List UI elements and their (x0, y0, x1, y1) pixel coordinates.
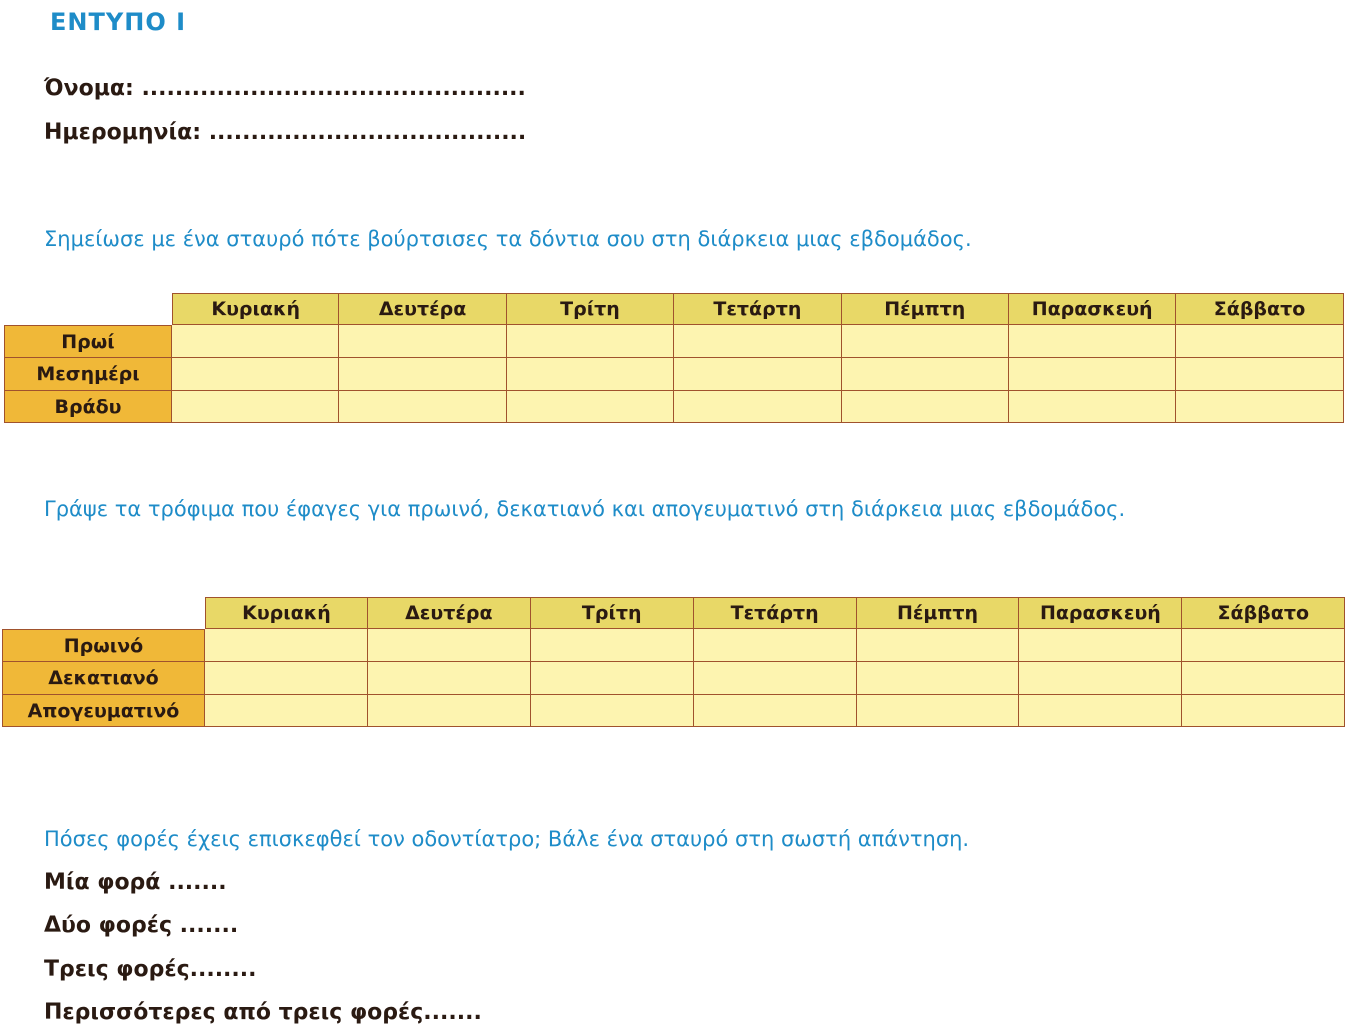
brushing-entry-cell[interactable] (674, 325, 841, 358)
answer-option-3[interactable]: Τρεις φορές........ (44, 957, 257, 982)
brushing-table (4, 293, 1344, 423)
food-entry-cell[interactable] (531, 695, 694, 727)
food-day-header: Παρασκευή (1019, 597, 1182, 629)
food-day-header: Σάββατο (1182, 597, 1345, 629)
food-entry-cell[interactable] (531, 629, 694, 662)
section1-instruction: Σημείωσε με ένα σταυρό πότε βούρτσισες τα δόντια σου στη διάρκεια μιας εβδομάδος. (44, 227, 972, 251)
brushing-entry-cell[interactable] (339, 325, 506, 358)
answer-option-4[interactable]: Περισσότερες από τρεις φορές....... (44, 1000, 482, 1025)
food-entry-cell[interactable] (1182, 662, 1345, 695)
brushing-corner (4, 293, 172, 325)
food-entry-cell[interactable] (694, 695, 857, 727)
food-day-header: Δευτέρα (368, 597, 531, 629)
brushing-entry-cell[interactable] (842, 391, 1009, 423)
brushing-entry-cell[interactable] (172, 391, 339, 423)
food-row-header: Πρωινό (2, 629, 205, 662)
brushing-day-header: Σάββατο (1176, 293, 1343, 325)
brushing-entry-cell[interactable] (339, 358, 506, 391)
food-day-header: Τρίτη (531, 597, 694, 629)
food-entry-cell[interactable] (1019, 662, 1182, 695)
brushing-entry-cell[interactable] (1009, 325, 1176, 358)
brushing-day-header: Τρίτη (507, 293, 674, 325)
food-day-header: Τετάρτη (694, 597, 857, 629)
food-day-header: Κυριακή (205, 597, 368, 629)
food-entry-cell[interactable] (857, 695, 1020, 727)
food-entry-cell[interactable] (368, 629, 531, 662)
food-corner (2, 597, 205, 629)
brushing-entry-cell[interactable] (172, 358, 339, 391)
food-entry-cell[interactable] (857, 629, 1020, 662)
food-entry-cell[interactable] (1182, 695, 1345, 727)
brushing-entry-cell[interactable] (1176, 325, 1343, 358)
food-day-header: Πέμπτη (857, 597, 1020, 629)
food-entry-cell[interactable] (1019, 695, 1182, 727)
food-entry-cell[interactable] (694, 662, 857, 695)
brushing-entry-cell[interactable] (507, 325, 674, 358)
brushing-entry-cell[interactable] (339, 391, 506, 423)
brushing-day-header: Τετάρτη (674, 293, 841, 325)
brushing-day-header: Κυριακή (172, 293, 339, 325)
date-field[interactable]: Ημερομηνία: ...................................... (44, 120, 527, 145)
food-table (2, 597, 1345, 727)
brushing-row-header: Πρωί (4, 325, 172, 358)
food-entry-cell[interactable] (531, 662, 694, 695)
brushing-day-header: Πέμπτη (842, 293, 1009, 325)
food-entry-cell[interactable] (1019, 629, 1182, 662)
name-field[interactable]: Όνομα: .............................................. (44, 76, 526, 101)
brushing-entry-cell[interactable] (674, 391, 841, 423)
food-entry-cell[interactable] (205, 695, 368, 727)
food-row-header: Απογευματινό (2, 695, 205, 727)
answer-option-1[interactable]: Μία φορά ....... (44, 870, 227, 895)
brushing-entry-cell[interactable] (1176, 391, 1343, 423)
food-entry-cell[interactable] (368, 695, 531, 727)
answer-option-2[interactable]: Δύο φορές ....... (44, 913, 239, 938)
brushing-row-header: Μεσημέρι (4, 358, 172, 391)
brushing-entry-cell[interactable] (1009, 391, 1176, 423)
brushing-entry-cell[interactable] (1176, 358, 1343, 391)
brushing-entry-cell[interactable] (842, 358, 1009, 391)
food-entry-cell[interactable] (205, 662, 368, 695)
brushing-day-header: Παρασκευή (1009, 293, 1176, 325)
brushing-entry-cell[interactable] (507, 358, 674, 391)
form-title: ΕΝΤΥΠΟ Ι (50, 8, 187, 36)
section2-instruction: Γράψε τα τρόφιμα που έφαγες για πρωινό, δεκατιανό και απογευματινό στη διάρκεια μιας εβδομάδος. (44, 497, 1126, 521)
food-row-header: Δεκατιανό (2, 662, 205, 695)
brushing-row-header: Βράδυ (4, 391, 172, 423)
section3-question: Πόσες φορές έχεις επισκεφθεί τον οδοντίατρο; Βάλε ένα σταυρό στη σωστή απάντηση. (44, 827, 970, 851)
brushing-entry-cell[interactable] (507, 391, 674, 423)
brushing-entry-cell[interactable] (842, 325, 1009, 358)
food-entry-cell[interactable] (368, 662, 531, 695)
food-entry-cell[interactable] (1182, 629, 1345, 662)
brushing-entry-cell[interactable] (172, 325, 339, 358)
brushing-day-header: Δευτέρα (339, 293, 506, 325)
food-entry-cell[interactable] (205, 629, 368, 662)
brushing-entry-cell[interactable] (674, 358, 841, 391)
food-entry-cell[interactable] (857, 662, 1020, 695)
food-entry-cell[interactable] (694, 629, 857, 662)
brushing-entry-cell[interactable] (1009, 358, 1176, 391)
